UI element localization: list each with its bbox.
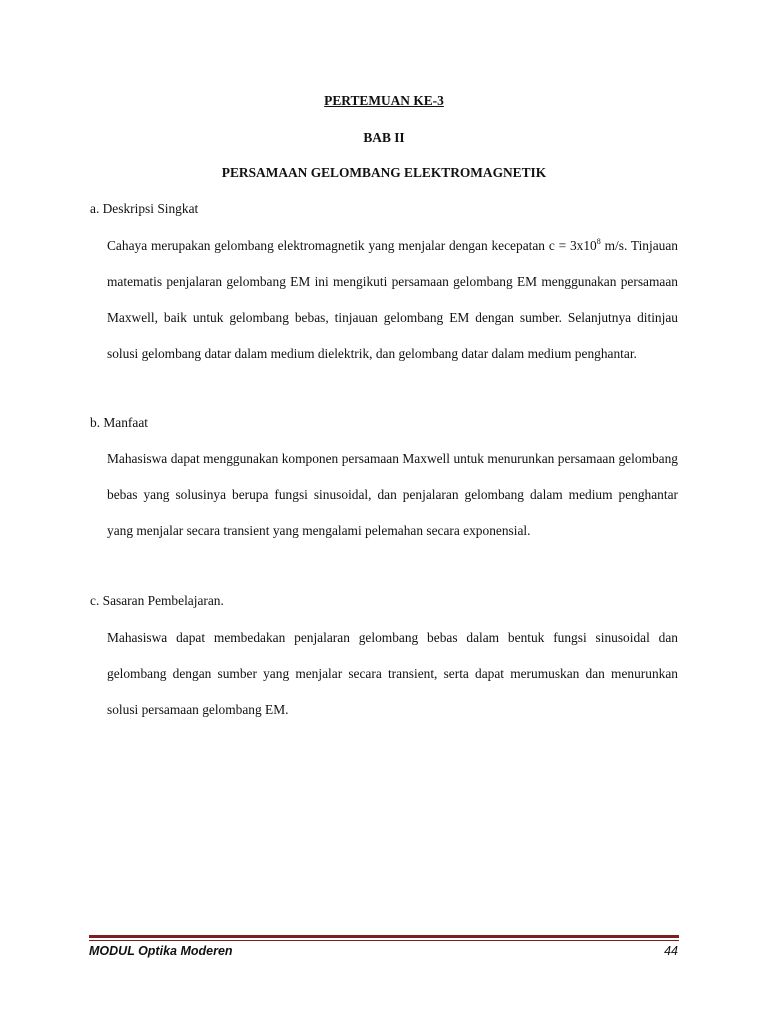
section-c-paragraph: Mahasiswa dapat membedakan penjalaran gelombang bebas dalam bentuk fungsi sinusoidal dan gelombang dengan sumber yang menjalar secara transient, serta dapat merumuskan dan menurunkan solusi persamaan gelombang EM.	[107, 630, 678, 717]
section-a-text-end: m/s. Tinjauan matematis penjalaran gelombang EM ini mengikuti persamaan gelombang EM menggunakan persamaan Maxwell, baik untuk gelombang bebas, tinjauan gelombang EM dengan sumber. Selanjutnya ditinjau solusi gelombang datar dalam medium dielektrik, dan gelombang datar dalam medium penghantar.	[107, 238, 678, 361]
footer-page-number: 44	[664, 944, 678, 958]
footer-rule-thick	[89, 935, 679, 938]
section-a-text-start: Cahaya merupakan gelombang elektromagnetik yang menjalar dengan kecepatan c = 3x10	[107, 238, 597, 253]
section-a-heading: a. Deskripsi Singkat	[90, 201, 199, 216]
meeting-title: PERTEMUAN KE-3	[324, 93, 444, 108]
section-b-heading: b. Manfaat	[90, 415, 149, 430]
speed-exponent: 8	[596, 236, 601, 246]
chapter-title: PERSAMAAN GELOMBANG ELEKTROMAGNETIK	[221, 165, 547, 180]
section-b-paragraph: Mahasiswa dapat menggunakan komponen persamaan Maxwell untuk menurunkan persamaan gelombang bebas yang solusinya berupa fungsi sinusoidal, dan penjalaran gelombang dalam medium penghantar yang menjalar secara transient yang mengalami pelemahan secara exponensial.	[107, 451, 678, 538]
footer-rule-thin	[89, 940, 679, 941]
footer-module-name: MODUL Optika Moderen	[89, 944, 233, 958]
chapter-number: BAB II	[363, 130, 405, 145]
section-a-paragraph	[107, 228, 678, 372]
section-c-heading: c. Sasaran Pembelajaran.	[90, 593, 224, 608]
